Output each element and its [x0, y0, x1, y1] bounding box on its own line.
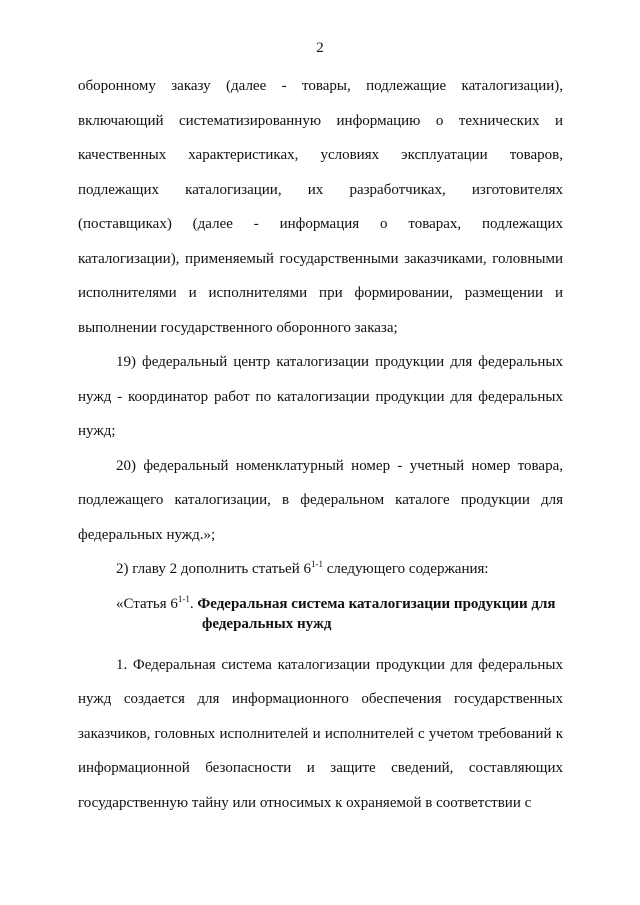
- article-heading: [78, 587, 563, 648]
- page-number: 2: [316, 40, 324, 56]
- paragraph-amendment-2: [78, 552, 563, 587]
- paragraph-article-point-1: 1. Федеральная система каталогизации продукции для федеральных нужд создается для информационного обеспечения государственных заказчиков, головных исполнителей и исполнителей с учетом требований к информационной безопасности и защите сведений, составляющих государственную тайну или относимых к охраняемой в соответствии с: [78, 656, 563, 811]
- paragraph-item-20: 20) федеральный номенклатурный номер - учетный номер товара, подлежащего каталогизации, в федеральном каталоге продукции для федеральных нужд.»;: [78, 457, 563, 543]
- article-superscript: 1-1: [177, 593, 190, 604]
- paragraph-continuation: оборонному заказу (далее - товары, подлежащие каталогизации), включающий систематизированную информацию о технических и качественных характеристиках, условиях эксплуатации товаров, подлежащих каталогизации, их разработчиках, изготовителях (поставщиках) (далее - информация о товарах, подлежащих каталогизации), применяемый государственными заказчиками, головными исполнителями и исполнителями при формировании, размещении и выполнении государственного оборонного заказа;: [78, 78, 563, 336]
- amendment-superscript: 1-1: [311, 559, 323, 569]
- article-title-line2: федеральных нужд: [202, 615, 332, 632]
- amendment-text-after: следующего содержания:: [323, 561, 489, 577]
- article-prefix: «Статья 6: [116, 595, 178, 612]
- document-body: [78, 69, 563, 820]
- amendment-text-before: 2) главу 2 дополнить статьей 6: [116, 561, 311, 577]
- article-dot: .: [189, 595, 198, 612]
- paragraph-item-19: 19) федеральный центр каталогизации продукции для федеральных нужд - координатор работ по каталогизации продукции для федеральных нужд;: [78, 354, 563, 439]
- article-title-line1: Федеральная система каталогизации продукции для: [197, 595, 556, 612]
